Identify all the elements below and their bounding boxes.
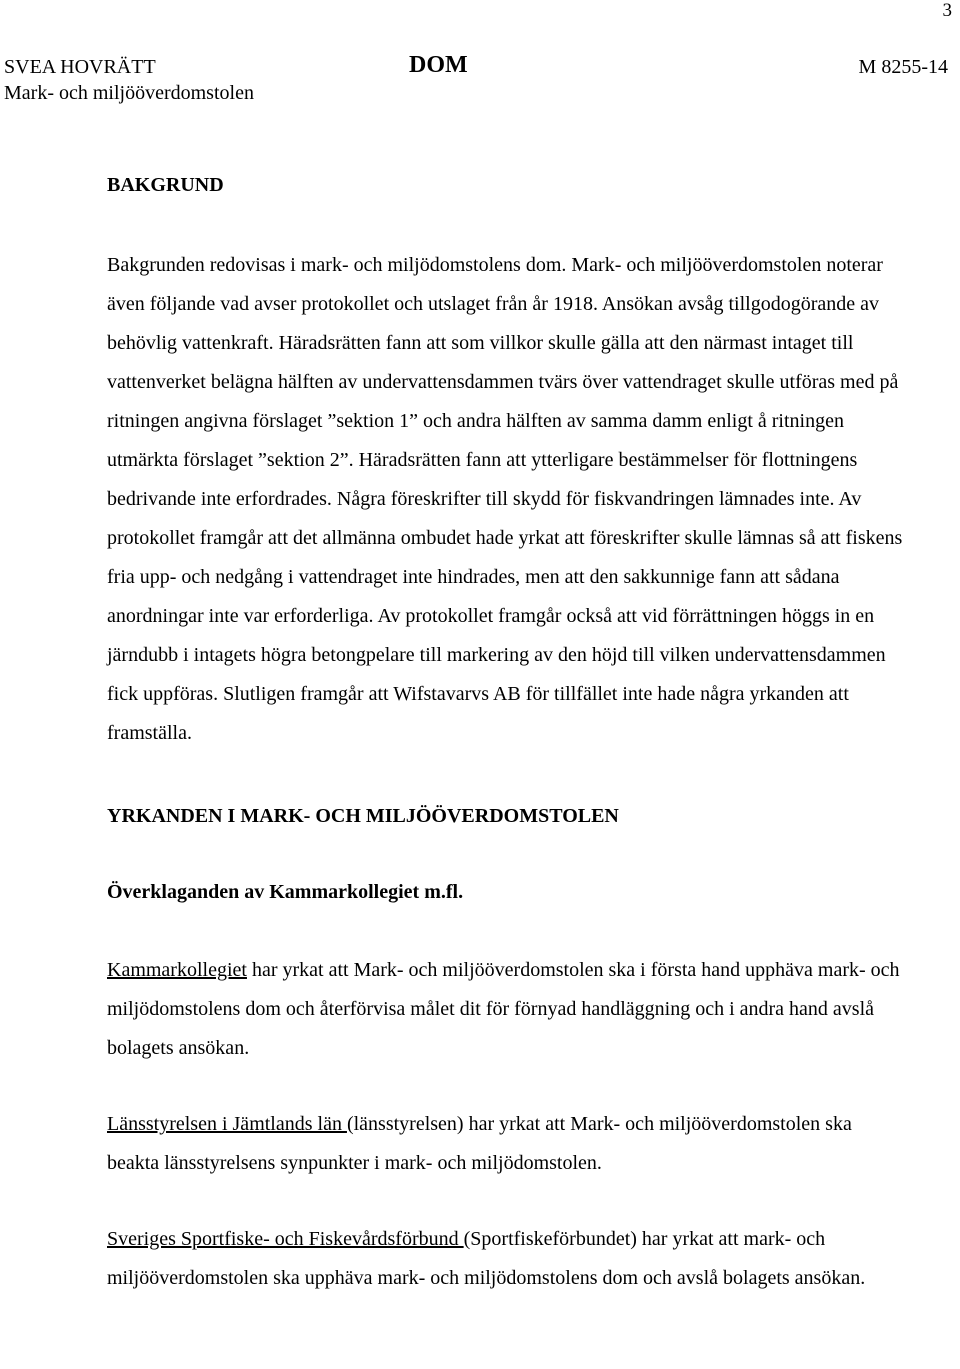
yrkanden-heading: YRKANDEN I MARK- OCH MILJÖÖVERDOMSTOLEN [107, 805, 619, 827]
kammarkollegiet-party: Kammarkollegiet [107, 959, 247, 981]
court-division: Mark- och miljööverdomstolen [4, 82, 254, 104]
overklaganden-subheading: Överklaganden av Kammarkollegiet m.fl. [107, 881, 464, 903]
bakgrund-heading: BAKGRUND [107, 174, 224, 196]
document-body [107, 170, 907, 1298]
sportfiskeforbundet-paragraph [107, 1220, 907, 1298]
kammarkollegiet-text: har yrkat att Mark- och miljööverdomstolen ska i första hand upphäva mark- och miljödomstolens dom och återförvisa målet dit för förnyad handläggning och i andra hand avslå bolagets ansökan. [107, 959, 900, 1059]
bakgrund-paragraph: Bakgrunden redovisas i mark- och miljödomstolens dom. Mark- och miljööverdomstolen noterar även följande vad avser protokollet och utslaget från år 1918. Ansökan avsåg tillgodogörande av behövlig vattenkraft. Häradsrätten fann att som villkor skulle gälla att den närmast intaget till vattenverket belägna hälften av undervattensdammen tvärs över vattendraget skulle utföras med på ritningen angivna förslaget ”sektion 1” och andra hälften av samma damm enligt å ritningen utmärkta förslaget ”sektion 2”. Häradsrätten fann att ytterligare bestämmelser för flottningens bedrivande inte erfordrades. Några föreskrifter till skydd för fiskvandringen lämnades inte. Av protokollet framgår att det allmänna ombudet hade yrkat att föreskrifter skulle lämnas så att fiskens fria upp- och nedgång i vattendraget inte hindrades, men att den sakkunnige fann att sådana anordningar inte var erforderliga. Av protokollet framgår också att vid förrättningen höggs in en järndubb i intagets högra betongpelare till markering av den höjd till vilken undervattensdammen fick uppföras. Slutligen framgår att Wifstavarvs AB för tillfället inte hade några yrkanden att framställa. [107, 254, 903, 744]
lansstyrelsen-paragraph [107, 1105, 907, 1183]
court-name: SVEA HOVRÄTT [4, 56, 156, 78]
page-number: 3 [942, 0, 952, 21]
lansstyrelsen-party: Länsstyrelsen i Jämtlands län [107, 1113, 347, 1135]
sportfiskeforbundet-text: (Sportfiskeförbundet) har yrkat att mark- och miljööverdomstolen ska upphäva mark- och miljödomstolens dom och avslå bolagets ansökan. [107, 1228, 866, 1289]
sportfiskeforbundet-party: Sveriges Sportfiske- och Fiskevårdsförbund [107, 1228, 464, 1250]
lansstyrelsen-text: (länsstyrelsen) har yrkat att Mark- och miljööverdomstolen ska beakta länsstyrelsens synpunkter i mark- och miljödomstolen. [107, 1113, 852, 1174]
document-type: DOM [409, 52, 468, 78]
header-court-block [4, 54, 254, 106]
case-number: M 8255-14 [858, 56, 948, 78]
kammarkollegiet-paragraph [107, 951, 907, 1068]
